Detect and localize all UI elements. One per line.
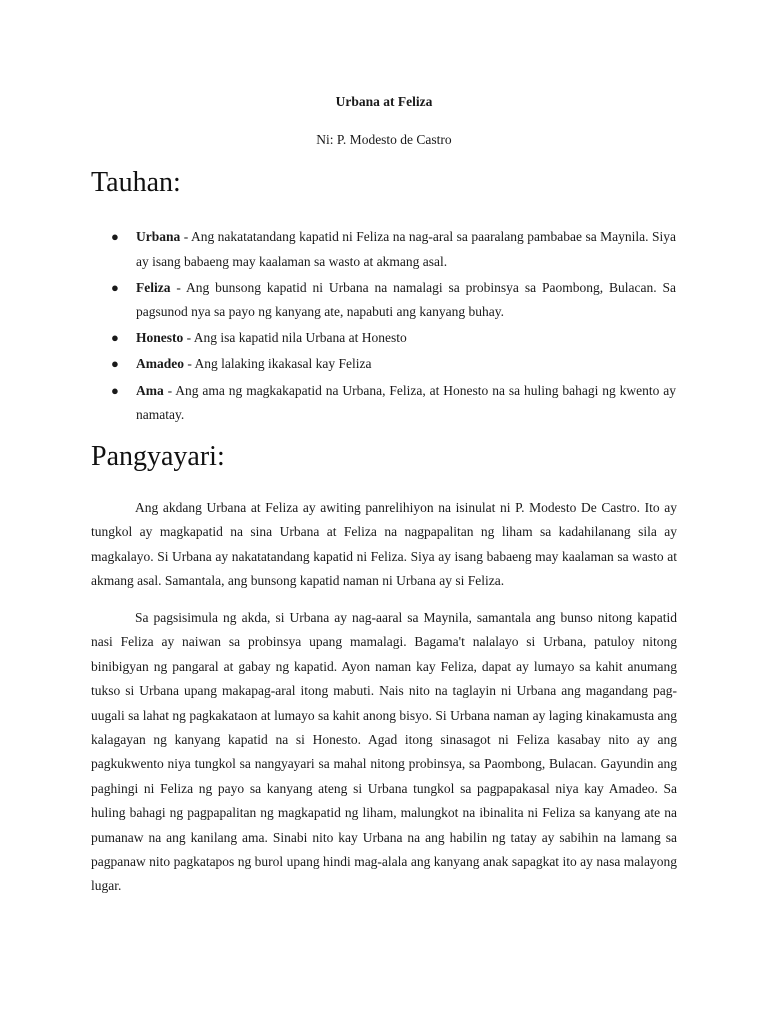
bullet-icon: ● [111, 382, 119, 398]
bullet-icon: ● [111, 279, 119, 295]
character-name: Urbana [136, 229, 181, 244]
bullet-icon: ● [111, 330, 119, 346]
character-name: Ama [136, 382, 164, 398]
section-heading-pangyayari: Pangyayari: [91, 441, 225, 472]
list-item [91, 276, 676, 325]
body-paragraph: Ang akdang Urbana at Feliza ay awiting panrelihiyon na isinulat ni P. Modesto De Castro. Ito ay tungkol ay magkapatid na sina Urbana at Feliza na nagpapalitan ng liham sa kadahilanang sila ay magkalayo. Si Urbana ay nakatatandang kapatid ni Feliza. Siya ay isang babaeng may kaalaman sa wasto at akmang asal. Samantala, ang bunsong kapatid naman ni Urbana ay si Feliza. [91, 500, 677, 589]
list-item [91, 352, 676, 377]
character-description: - Ang isa kapatid nila Urbana at Honesto [183, 330, 407, 346]
list-item [91, 326, 676, 351]
bullet-icon: ● [111, 356, 119, 372]
character-description: - Ang nakatatandang kapatid ni Feliza na nag-aral sa paaralang pambabae sa Maynila. Siya ay isang babaeng may kaalaman sa wasto at akmang asal. [136, 229, 676, 269]
body-paragraph: Sa pagsisimula ng akda, si Urbana ay nag-aaral sa Maynila, samantala ang bunso nitong kapatid nasi Feliza ay naiwan sa probinsya upang mamalagi. Bagama't nalalayo si Urbana, patuloy nitong binibigyan ng pangaral at gabay ng kapatid. Ayon naman kay Feliza, dapat ay lumayo sa kahit anumang tukso si Urbana upang makapag-aral itong mabuti. Nais nito na taglayin ni Urbana ang magandang pag-uugali sa lahat ng pagkakataon at lumayo sa kahit anong bisyo. Si Urbana naman ay laging kinakamusta ang kalagayan ng kanyang kapatid na si Honesto. Agad itong sinasagot ni Feliza kasabay nito ay ang pagkukwento niya tungkol sa nangyayari sa mahal nitong probinsya, sa Paombong, Bulacan. Gayundin ang paghingi ni Feliza ng payo sa kanyang ateng si Urbana tungkol sa pagpapakasal niya kay Amadeo. Sa huling bahagi ng pagpapalitan ng magkapatid ng liham, malungkot na ibinalita ni Feliza sa kanyang ate na pumanaw na ang kanilang ama. Sinabi nito kay Urbana na ang habilin ng tatay ay sabihin na lamang sa pagpanaw nito pagkatapos ng burol upang hindi mag-alala ang kanyang anak sapagkat ito ay nasa malayong lugar. [91, 610, 677, 894]
character-name: Feliza [136, 279, 171, 295]
document-author: Ni: P. Modesto de Castro [316, 132, 452, 147]
character-list [91, 225, 676, 429]
list-item [91, 225, 676, 274]
character-name: Amadeo [136, 356, 184, 372]
list-item [91, 379, 676, 428]
character-description: - Ang lalaking ikakasal kay Feliza [184, 356, 372, 372]
character-description: - Ang ama ng magkakapatid na Urbana, Feliza, at Honesto na sa huling bahagi ng kwento ay namatay. [136, 382, 676, 423]
character-description: - Ang bunsong kapatid ni Urbana na namalagi sa probinsya sa Paombong, Bulacan. Sa pagsunod nya sa payo ng kanyang ate, napabuti ang kanyang buhay. [136, 279, 676, 320]
bullet-icon: ● [111, 229, 119, 244]
character-name: Honesto [136, 330, 184, 346]
section-heading-tauhan: Tauhan: [91, 167, 181, 198]
document-title: Urbana at Feliza [335, 94, 433, 109]
